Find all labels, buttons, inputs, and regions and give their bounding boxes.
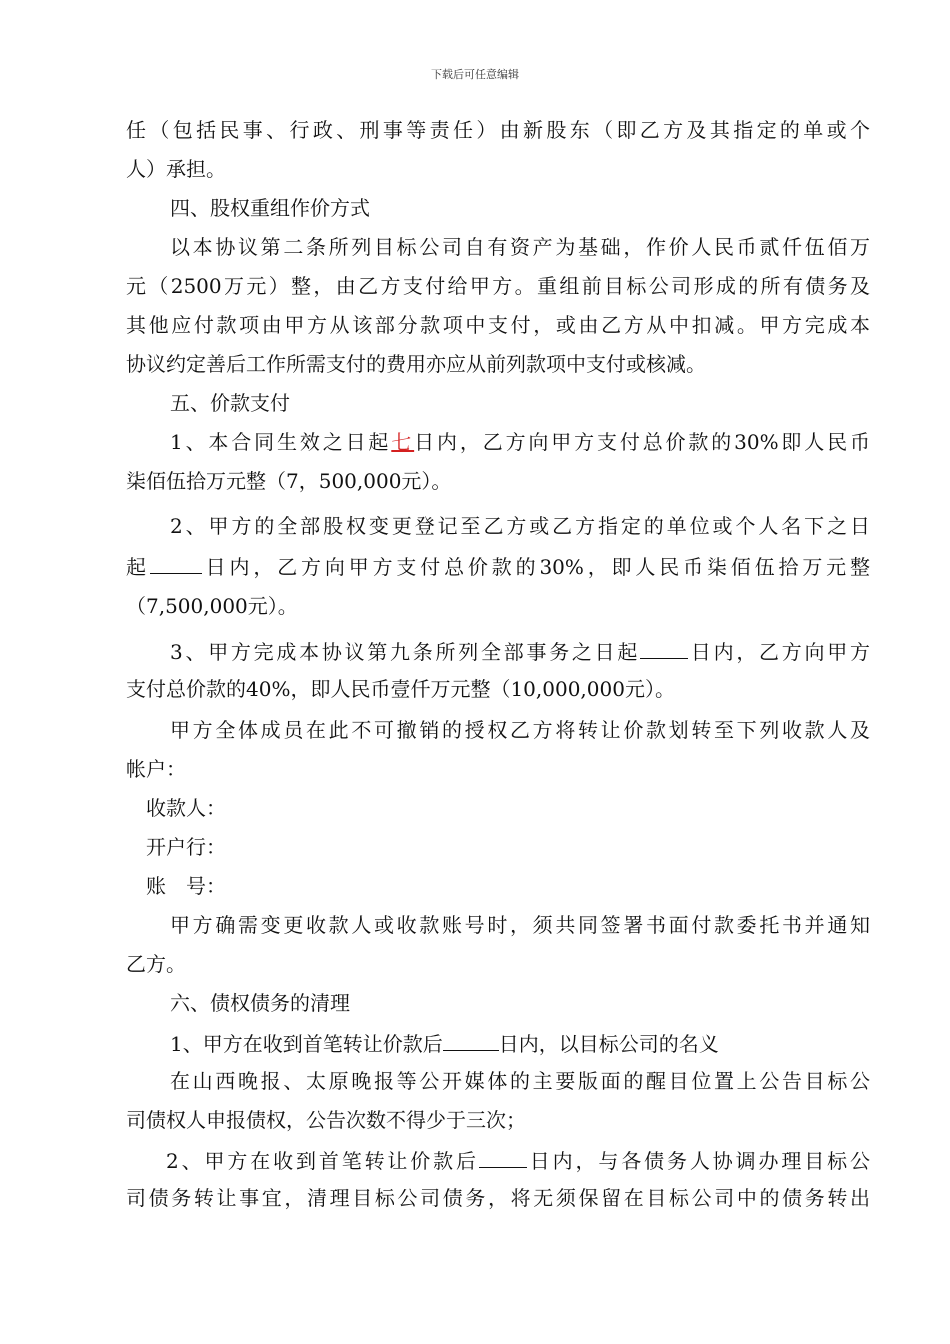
clause-6-1-line: 1、甲方在收到首笔转让价款后 日内，以目标公司的名义 bbox=[170, 1032, 719, 1056]
section-4-title: 四、股权重组作价方式 bbox=[170, 196, 370, 220]
paragraph-line: 协议约定善后工作所需支付的费用亦应从前列款项中支付或核减。 bbox=[126, 352, 706, 376]
paragraph-line: 支付总价款的40%，即人民币壹仟万元整（10,000,000元）。 bbox=[126, 677, 675, 701]
paragraph-line: 司债权人申报债权，公告次数不得少于三次； bbox=[126, 1108, 526, 1132]
paragraph-line: 甲方全体成员在此不可撤销的授权乙方将转让价款划转至下列收款人及 bbox=[170, 718, 870, 742]
paragraph-line: 元（2500万元）整，由乙方支付给甲方。重组前目标公司形成的所有债务及 bbox=[126, 274, 870, 298]
clause-6-2-line: 2、甲方在收到首笔转让价款后 日内，与各债务人协调办理目标公 bbox=[166, 1149, 870, 1173]
bank-label: 开户行： bbox=[146, 835, 226, 859]
paragraph-line: 其他应付款项由甲方从该部分款项中支付，或由乙方从中扣减。甲方完成本 bbox=[126, 313, 870, 337]
paragraph-line: （7,500,000元）。 bbox=[126, 594, 298, 618]
clause-5-2-line: 起 日内，乙方向甲方支付总价款的30%，即人民币柒佰伍拾万元整 bbox=[126, 555, 871, 579]
paragraph-line: 帐户： bbox=[126, 757, 186, 781]
paragraph-line: 以本协议第二条所列目标公司自有资产为基础，作价人民币贰仟伍佰万 bbox=[170, 235, 870, 259]
clause-5-1-line: 1、本合同生效之日起七日内，乙方向甲方支付总价款的30%即人民币 bbox=[170, 430, 870, 454]
clause-5-3-line: 3、甲方完成本协议第九条所列全部事务之日起 日内，乙方向甲方 bbox=[170, 640, 870, 664]
paragraph-line: 人）承担。 bbox=[126, 157, 226, 181]
page-header: 下载后可任意编辑 bbox=[431, 68, 519, 81]
paragraph-line: 甲方确需变更收款人或收款账号时，须共同签署书面付款委托书并通知 bbox=[170, 913, 870, 937]
paragraph-line: 乙方。 bbox=[126, 952, 186, 976]
blank-underline bbox=[443, 1032, 499, 1051]
account-label: 账 号： bbox=[146, 874, 226, 898]
paragraph-line: 柒佰伍拾万元整（7，500,000元）。 bbox=[126, 469, 452, 493]
blank-underline bbox=[479, 1149, 527, 1168]
paragraph-line: 2、甲方的全部股权变更登记至乙方或乙方指定的单位或个人名下之日 bbox=[170, 514, 870, 538]
paragraph-line: 在山西晚报、太原晚报等公开媒体的主要版面的醒目位置上公告目标公 bbox=[170, 1069, 870, 1093]
section-5-title: 五、价款支付 bbox=[170, 391, 290, 415]
payee-label: 收款人： bbox=[146, 796, 226, 820]
section-6-title: 六、债权债务的清理 bbox=[170, 991, 350, 1015]
red-underlined-days: 七 bbox=[391, 430, 415, 454]
blank-underline bbox=[640, 640, 688, 659]
blank-underline bbox=[150, 555, 202, 574]
paragraph-line: 司债务转让事宜，清理目标公司债务，将无须保留在目标公司中的债务转出 bbox=[126, 1186, 870, 1210]
paragraph-line: 任（包括民事、行政、刑事等责任）由新股东（即乙方及其指定的单或个 bbox=[126, 118, 870, 142]
